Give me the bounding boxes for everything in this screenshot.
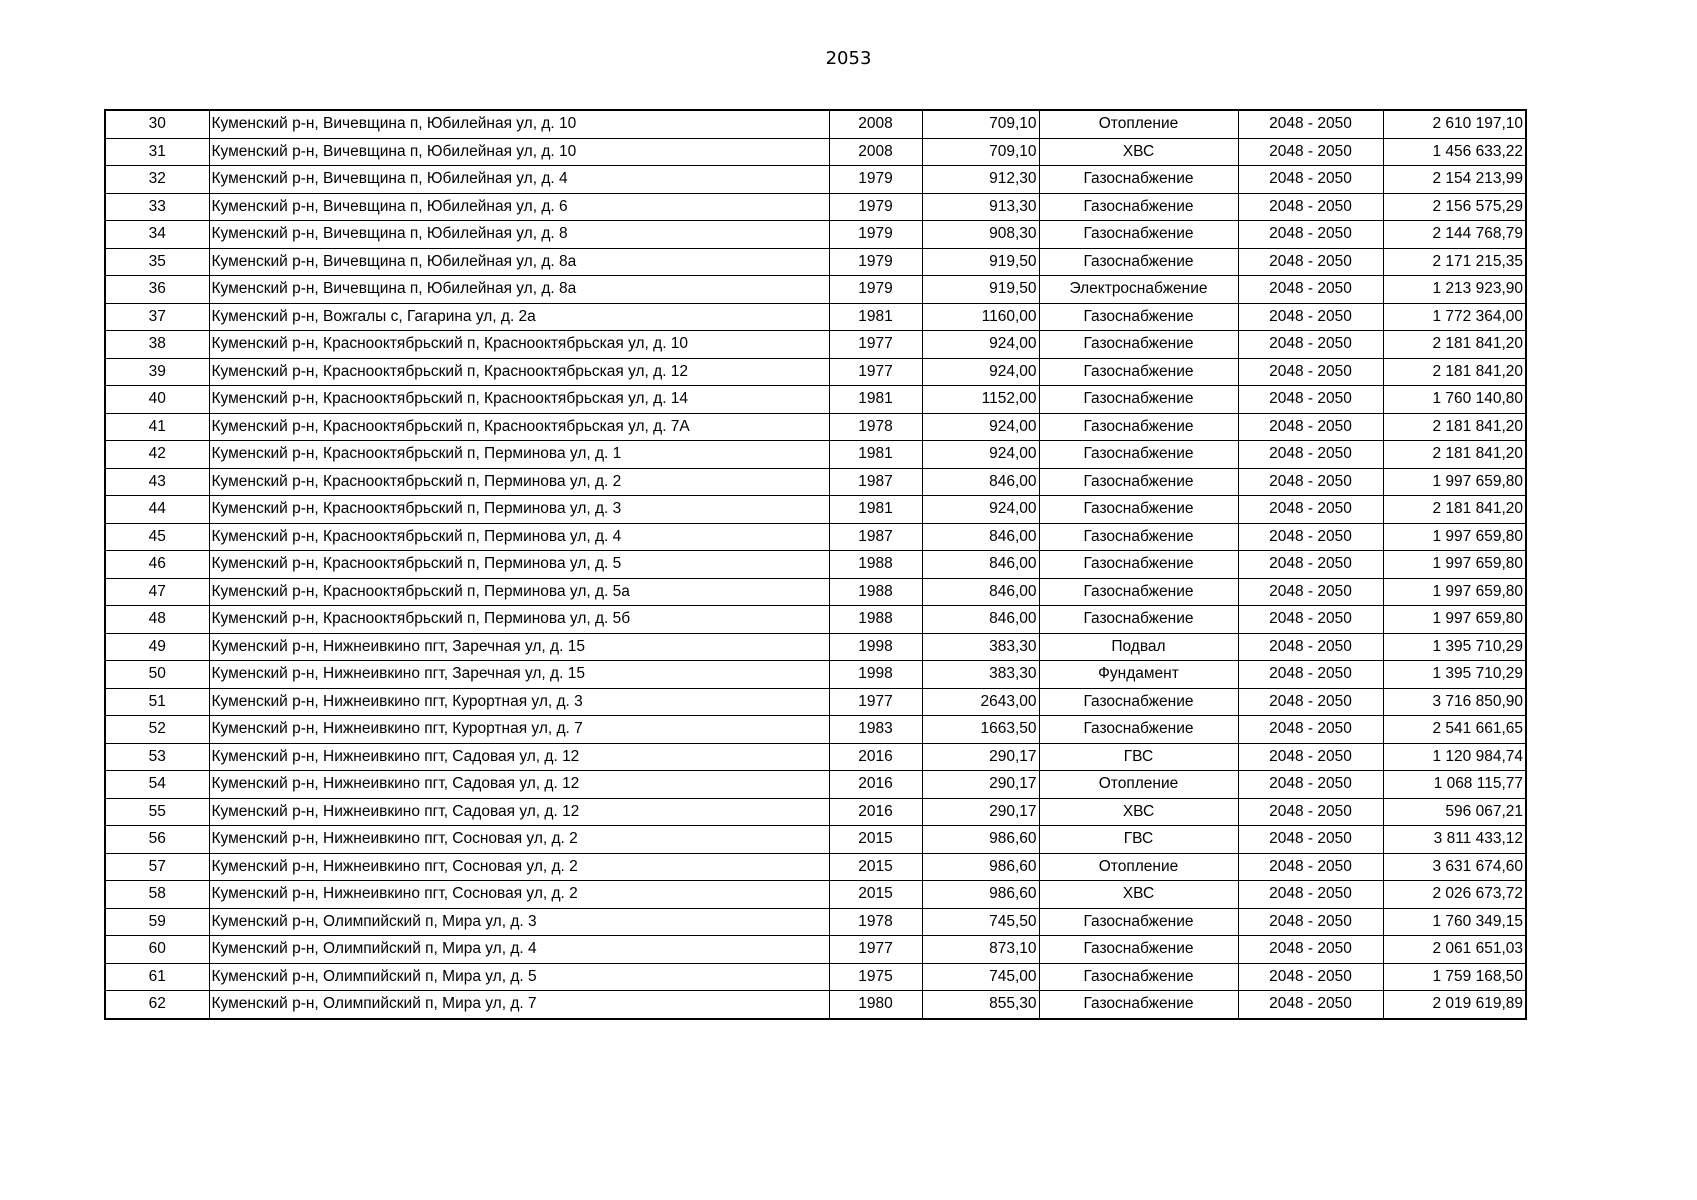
- work-type-cell: Газоснабжение: [1039, 221, 1238, 249]
- cost-cell: 2 181 841,20: [1383, 496, 1526, 524]
- work-type-cell: Фундамент: [1039, 661, 1238, 689]
- work-type-cell: Газоснабжение: [1039, 413, 1238, 441]
- year-built-cell: 1987: [829, 523, 922, 551]
- table-row: [105, 798, 1526, 826]
- cost-cell: 2 181 841,20: [1383, 413, 1526, 441]
- row-number-cell: 48: [105, 606, 209, 634]
- period-cell: 2048 - 2050: [1238, 193, 1383, 221]
- area-cell: 745,00: [922, 963, 1039, 991]
- table-row: [105, 331, 1526, 359]
- work-type-cell: Газоснабжение: [1039, 358, 1238, 386]
- year-built-cell: 2016: [829, 771, 922, 799]
- year-built-cell: 1981: [829, 441, 922, 469]
- table-row: [105, 386, 1526, 414]
- work-type-cell: ГВС: [1039, 826, 1238, 854]
- address-cell: Куменский р-н, Нижнеивкино пгт, Садовая ул, д. 12: [209, 743, 829, 771]
- cost-cell: 1 772 364,00: [1383, 303, 1526, 331]
- address-cell: Куменский р-н, Вичевщина п, Юбилейная ул, д. 8а: [209, 248, 829, 276]
- period-cell: 2048 - 2050: [1238, 276, 1383, 304]
- year-built-cell: 1988: [829, 551, 922, 579]
- row-number-cell: 35: [105, 248, 209, 276]
- area-cell: 919,50: [922, 276, 1039, 304]
- area-cell: 290,17: [922, 743, 1039, 771]
- address-cell: Куменский р-н, Олимпийский п, Мира ул, д. 4: [209, 936, 829, 964]
- period-cell: 2048 - 2050: [1238, 166, 1383, 194]
- table-row: [105, 881, 1526, 909]
- table-row: [105, 358, 1526, 386]
- work-type-cell: Газоснабжение: [1039, 908, 1238, 936]
- address-cell: Куменский р-н, Краснооктябрьский п, Перминова ул, д. 3: [209, 496, 829, 524]
- period-cell: 2048 - 2050: [1238, 441, 1383, 469]
- work-type-cell: Газоснабжение: [1039, 991, 1238, 1019]
- row-number-cell: 58: [105, 881, 209, 909]
- area-cell: 919,50: [922, 248, 1039, 276]
- row-number-cell: 47: [105, 578, 209, 606]
- table-row: [105, 138, 1526, 166]
- work-type-cell: Газоснабжение: [1039, 193, 1238, 221]
- address-cell: Куменский р-н, Вичевщина п, Юбилейная ул, д. 8а: [209, 276, 829, 304]
- work-type-cell: Газоснабжение: [1039, 331, 1238, 359]
- table-row: [105, 991, 1526, 1019]
- table-row: [105, 496, 1526, 524]
- cost-cell: 1 997 659,80: [1383, 578, 1526, 606]
- cost-cell: 1 068 115,77: [1383, 771, 1526, 799]
- table-row: [105, 716, 1526, 744]
- area-cell: 855,30: [922, 991, 1039, 1019]
- address-cell: Куменский р-н, Краснооктябрьский п, Краснооктябрьская ул, д. 10: [209, 331, 829, 359]
- year-built-cell: 1998: [829, 633, 922, 661]
- table-row: [105, 826, 1526, 854]
- area-cell: 846,00: [922, 523, 1039, 551]
- cost-cell: 2 154 213,99: [1383, 166, 1526, 194]
- cost-cell: 2 610 197,10: [1383, 110, 1526, 138]
- address-cell: Куменский р-н, Нижнеивкино пгт, Курортная ул, д. 7: [209, 716, 829, 744]
- row-number-cell: 60: [105, 936, 209, 964]
- address-cell: Куменский р-н, Вичевщина п, Юбилейная ул, д. 10: [209, 138, 829, 166]
- period-cell: 2048 - 2050: [1238, 606, 1383, 634]
- address-cell: Куменский р-н, Краснооктябрьский п, Перминова ул, д. 2: [209, 468, 829, 496]
- period-cell: 2048 - 2050: [1238, 798, 1383, 826]
- work-type-cell: Газоснабжение: [1039, 386, 1238, 414]
- period-cell: 2048 - 2050: [1238, 221, 1383, 249]
- row-number-cell: 50: [105, 661, 209, 689]
- period-cell: 2048 - 2050: [1238, 963, 1383, 991]
- work-type-cell: Газоснабжение: [1039, 606, 1238, 634]
- row-number-cell: 46: [105, 551, 209, 579]
- area-cell: 924,00: [922, 496, 1039, 524]
- work-type-cell: Газоснабжение: [1039, 468, 1238, 496]
- address-cell: Куменский р-н, Вожгалы с, Гагарина ул, д. 2а: [209, 303, 829, 331]
- table-row: [105, 441, 1526, 469]
- area-cell: 1160,00: [922, 303, 1039, 331]
- work-type-cell: Газоснабжение: [1039, 523, 1238, 551]
- year-built-cell: 1977: [829, 936, 922, 964]
- year-built-cell: 2008: [829, 138, 922, 166]
- period-cell: 2048 - 2050: [1238, 138, 1383, 166]
- period-cell: 2048 - 2050: [1238, 936, 1383, 964]
- table-row: [105, 166, 1526, 194]
- year-built-cell: 1979: [829, 248, 922, 276]
- address-cell: Куменский р-н, Нижнеивкино пгт, Заречная ул, д. 15: [209, 661, 829, 689]
- year-built-cell: 1981: [829, 496, 922, 524]
- area-cell: 924,00: [922, 358, 1039, 386]
- year-built-cell: 1980: [829, 991, 922, 1019]
- table-row: [105, 551, 1526, 579]
- work-type-cell: Газоснабжение: [1039, 716, 1238, 744]
- year-built-cell: 1998: [829, 661, 922, 689]
- table-row: [105, 633, 1526, 661]
- cost-cell: 3 811 433,12: [1383, 826, 1526, 854]
- area-cell: 1663,50: [922, 716, 1039, 744]
- work-type-cell: Газоснабжение: [1039, 441, 1238, 469]
- cost-cell: 2 181 841,20: [1383, 331, 1526, 359]
- year-built-cell: 1981: [829, 386, 922, 414]
- period-cell: 2048 - 2050: [1238, 578, 1383, 606]
- work-type-cell: Газоснабжение: [1039, 688, 1238, 716]
- row-number-cell: 32: [105, 166, 209, 194]
- table-row: [105, 276, 1526, 304]
- year-built-cell: 1978: [829, 908, 922, 936]
- cost-cell: 2 541 661,65: [1383, 716, 1526, 744]
- area-cell: 846,00: [922, 578, 1039, 606]
- cost-cell: 2 019 619,89: [1383, 991, 1526, 1019]
- work-type-cell: Отопление: [1039, 771, 1238, 799]
- period-cell: 2048 - 2050: [1238, 523, 1383, 551]
- row-number-cell: 38: [105, 331, 209, 359]
- year-built-cell: 1979: [829, 166, 922, 194]
- row-number-cell: 42: [105, 441, 209, 469]
- period-cell: 2048 - 2050: [1238, 908, 1383, 936]
- period-cell: 2048 - 2050: [1238, 551, 1383, 579]
- area-cell: 846,00: [922, 606, 1039, 634]
- row-number-cell: 41: [105, 413, 209, 441]
- period-cell: 2048 - 2050: [1238, 743, 1383, 771]
- work-type-cell: Электроснабжение: [1039, 276, 1238, 304]
- period-cell: 2048 - 2050: [1238, 248, 1383, 276]
- period-cell: 2048 - 2050: [1238, 468, 1383, 496]
- table-row: [105, 468, 1526, 496]
- area-cell: 290,17: [922, 798, 1039, 826]
- year-built-cell: 1987: [829, 468, 922, 496]
- row-number-cell: 43: [105, 468, 209, 496]
- table-row: [105, 688, 1526, 716]
- row-number-cell: 40: [105, 386, 209, 414]
- cost-cell: 596 067,21: [1383, 798, 1526, 826]
- table-body: [105, 110, 1526, 1019]
- address-cell: Куменский р-н, Нижнеивкино пгт, Садовая ул, д. 12: [209, 798, 829, 826]
- row-number-cell: 31: [105, 138, 209, 166]
- table-row: [105, 110, 1526, 138]
- table-row: [105, 853, 1526, 881]
- year-built-cell: 2015: [829, 881, 922, 909]
- address-cell: Куменский р-н, Вичевщина п, Юбилейная ул, д. 8: [209, 221, 829, 249]
- period-cell: 2048 - 2050: [1238, 386, 1383, 414]
- row-number-cell: 56: [105, 826, 209, 854]
- year-built-cell: 1977: [829, 688, 922, 716]
- address-cell: Куменский р-н, Нижнеивкино пгт, Заречная ул, д. 15: [209, 633, 829, 661]
- year-built-cell: 2016: [829, 743, 922, 771]
- row-number-cell: 54: [105, 771, 209, 799]
- table-row: [105, 578, 1526, 606]
- address-cell: Куменский р-н, Вичевщина п, Юбилейная ул, д. 4: [209, 166, 829, 194]
- row-number-cell: 44: [105, 496, 209, 524]
- address-cell: Куменский р-н, Нижнеивкино пгт, Сосновая ул, д. 2: [209, 826, 829, 854]
- year-built-cell: 2008: [829, 110, 922, 138]
- year-built-cell: 1988: [829, 578, 922, 606]
- year-built-cell: 1979: [829, 276, 922, 304]
- year-built-cell: 1979: [829, 193, 922, 221]
- address-cell: Куменский р-н, Краснооктябрьский п, Краснооктябрьская ул, д. 7А: [209, 413, 829, 441]
- period-cell: 2048 - 2050: [1238, 853, 1383, 881]
- area-cell: 986,60: [922, 826, 1039, 854]
- period-cell: 2048 - 2050: [1238, 331, 1383, 359]
- year-built-cell: 2016: [829, 798, 922, 826]
- address-cell: Куменский р-н, Краснооктябрьский п, Перминова ул, д. 1: [209, 441, 829, 469]
- period-cell: 2048 - 2050: [1238, 716, 1383, 744]
- address-cell: Куменский р-н, Нижнеивкино пгт, Сосновая ул, д. 2: [209, 853, 829, 881]
- year-built-cell: 1988: [829, 606, 922, 634]
- year-built-cell: 1979: [829, 221, 922, 249]
- cost-cell: 1 213 923,90: [1383, 276, 1526, 304]
- period-cell: 2048 - 2050: [1238, 826, 1383, 854]
- period-cell: 2048 - 2050: [1238, 358, 1383, 386]
- work-type-cell: Газоснабжение: [1039, 303, 1238, 331]
- row-number-cell: 37: [105, 303, 209, 331]
- table-row: [105, 413, 1526, 441]
- cost-cell: 1 120 984,74: [1383, 743, 1526, 771]
- period-cell: 2048 - 2050: [1238, 991, 1383, 1019]
- row-number-cell: 51: [105, 688, 209, 716]
- table-row: [105, 963, 1526, 991]
- work-type-cell: Газоснабжение: [1039, 496, 1238, 524]
- table-row: [105, 193, 1526, 221]
- cost-cell: 3 631 674,60: [1383, 853, 1526, 881]
- area-cell: 924,00: [922, 441, 1039, 469]
- area-cell: 924,00: [922, 331, 1039, 359]
- cost-cell: 2 171 215,35: [1383, 248, 1526, 276]
- period-cell: 2048 - 2050: [1238, 303, 1383, 331]
- address-cell: Куменский р-н, Краснооктябрьский п, Перминова ул, д. 5а: [209, 578, 829, 606]
- address-cell: Куменский р-н, Олимпийский п, Мира ул, д. 5: [209, 963, 829, 991]
- row-number-cell: 39: [105, 358, 209, 386]
- year-built-cell: 1975: [829, 963, 922, 991]
- work-type-cell: Газоснабжение: [1039, 936, 1238, 964]
- cost-cell: 1 760 349,15: [1383, 908, 1526, 936]
- cost-cell: 1 395 710,29: [1383, 661, 1526, 689]
- row-number-cell: 53: [105, 743, 209, 771]
- address-cell: Куменский р-н, Краснооктябрьский п, Краснооктябрьская ул, д. 14: [209, 386, 829, 414]
- work-type-cell: Газоснабжение: [1039, 166, 1238, 194]
- area-cell: 2643,00: [922, 688, 1039, 716]
- address-cell: Куменский р-н, Нижнеивкино пгт, Курортная ул, д. 3: [209, 688, 829, 716]
- cost-cell: 1 760 140,80: [1383, 386, 1526, 414]
- address-cell: Куменский р-н, Нижнеивкино пгт, Садовая ул, д. 12: [209, 771, 829, 799]
- period-cell: 2048 - 2050: [1238, 110, 1383, 138]
- row-number-cell: 52: [105, 716, 209, 744]
- work-type-cell: Газоснабжение: [1039, 578, 1238, 606]
- period-cell: 2048 - 2050: [1238, 688, 1383, 716]
- row-number-cell: 36: [105, 276, 209, 304]
- cost-cell: 1 456 633,22: [1383, 138, 1526, 166]
- cost-cell: 1 759 168,50: [1383, 963, 1526, 991]
- cost-cell: 1 997 659,80: [1383, 606, 1526, 634]
- work-type-cell: Подвал: [1039, 633, 1238, 661]
- work-type-cell: Газоснабжение: [1039, 963, 1238, 991]
- page-number: 2053: [825, 48, 872, 69]
- year-built-cell: 2015: [829, 826, 922, 854]
- cost-cell: 1 997 659,80: [1383, 523, 1526, 551]
- cost-cell: 1 997 659,80: [1383, 551, 1526, 579]
- table-row: [105, 771, 1526, 799]
- cost-cell: 2 156 575,29: [1383, 193, 1526, 221]
- area-cell: 383,30: [922, 661, 1039, 689]
- table-row: [105, 606, 1526, 634]
- period-cell: 2048 - 2050: [1238, 496, 1383, 524]
- row-number-cell: 61: [105, 963, 209, 991]
- work-type-cell: Газоснабжение: [1039, 248, 1238, 276]
- area-cell: 924,00: [922, 413, 1039, 441]
- work-type-cell: Отопление: [1039, 110, 1238, 138]
- address-cell: Куменский р-н, Краснооктябрьский п, Перминова ул, д. 4: [209, 523, 829, 551]
- table-row: [105, 523, 1526, 551]
- period-cell: 2048 - 2050: [1238, 771, 1383, 799]
- registry-table: [104, 109, 1527, 1020]
- cost-cell: 2 061 651,03: [1383, 936, 1526, 964]
- area-cell: 290,17: [922, 771, 1039, 799]
- address-cell: Куменский р-н, Краснооктябрьский п, Краснооктябрьская ул, д. 12: [209, 358, 829, 386]
- area-cell: 913,30: [922, 193, 1039, 221]
- year-built-cell: 1977: [829, 331, 922, 359]
- row-number-cell: 34: [105, 221, 209, 249]
- row-number-cell: 45: [105, 523, 209, 551]
- row-number-cell: 57: [105, 853, 209, 881]
- area-cell: 383,30: [922, 633, 1039, 661]
- work-type-cell: Газоснабжение: [1039, 551, 1238, 579]
- address-cell: Куменский р-н, Вичевщина п, Юбилейная ул, д. 10: [209, 110, 829, 138]
- year-built-cell: 1977: [829, 358, 922, 386]
- year-built-cell: 1981: [829, 303, 922, 331]
- address-cell: Куменский р-н, Олимпийский п, Мира ул, д. 7: [209, 991, 829, 1019]
- address-cell: Куменский р-н, Олимпийский п, Мира ул, д. 3: [209, 908, 829, 936]
- area-cell: 912,30: [922, 166, 1039, 194]
- cost-cell: 2 181 841,20: [1383, 441, 1526, 469]
- table-row: [105, 221, 1526, 249]
- work-type-cell: Отопление: [1039, 853, 1238, 881]
- table-row: [105, 936, 1526, 964]
- area-cell: 1152,00: [922, 386, 1039, 414]
- address-cell: Куменский р-н, Нижнеивкино пгт, Сосновая ул, д. 2: [209, 881, 829, 909]
- area-cell: 745,50: [922, 908, 1039, 936]
- period-cell: 2048 - 2050: [1238, 633, 1383, 661]
- row-number-cell: 62: [105, 991, 209, 1019]
- cost-cell: 3 716 850,90: [1383, 688, 1526, 716]
- work-type-cell: ГВС: [1039, 743, 1238, 771]
- area-cell: 986,60: [922, 881, 1039, 909]
- work-type-cell: ХВС: [1039, 798, 1238, 826]
- cost-cell: 2 026 673,72: [1383, 881, 1526, 909]
- area-cell: 986,60: [922, 853, 1039, 881]
- cost-cell: 1 997 659,80: [1383, 468, 1526, 496]
- period-cell: 2048 - 2050: [1238, 881, 1383, 909]
- address-cell: Куменский р-н, Краснооктябрьский п, Перминова ул, д. 5б: [209, 606, 829, 634]
- row-number-cell: 59: [105, 908, 209, 936]
- area-cell: 709,10: [922, 138, 1039, 166]
- area-cell: 873,10: [922, 936, 1039, 964]
- table-row: [105, 248, 1526, 276]
- table-row: [105, 908, 1526, 936]
- address-cell: Куменский р-н, Краснооктябрьский п, Перминова ул, д. 5: [209, 551, 829, 579]
- year-built-cell: 1978: [829, 413, 922, 441]
- year-built-cell: 1983: [829, 716, 922, 744]
- row-number-cell: 49: [105, 633, 209, 661]
- table-row: [105, 661, 1526, 689]
- period-cell: 2048 - 2050: [1238, 661, 1383, 689]
- row-number-cell: 33: [105, 193, 209, 221]
- row-number-cell: 55: [105, 798, 209, 826]
- period-cell: 2048 - 2050: [1238, 413, 1383, 441]
- cost-cell: 2 144 768,79: [1383, 221, 1526, 249]
- address-cell: Куменский р-н, Вичевщина п, Юбилейная ул, д. 6: [209, 193, 829, 221]
- row-number-cell: 30: [105, 110, 209, 138]
- work-type-cell: ХВС: [1039, 881, 1238, 909]
- work-type-cell: ХВС: [1039, 138, 1238, 166]
- cost-cell: 1 395 710,29: [1383, 633, 1526, 661]
- year-built-cell: 2015: [829, 853, 922, 881]
- area-cell: 709,10: [922, 110, 1039, 138]
- area-cell: 846,00: [922, 551, 1039, 579]
- table-row: [105, 303, 1526, 331]
- table-row: [105, 743, 1526, 771]
- cost-cell: 2 181 841,20: [1383, 358, 1526, 386]
- area-cell: 908,30: [922, 221, 1039, 249]
- area-cell: 846,00: [922, 468, 1039, 496]
